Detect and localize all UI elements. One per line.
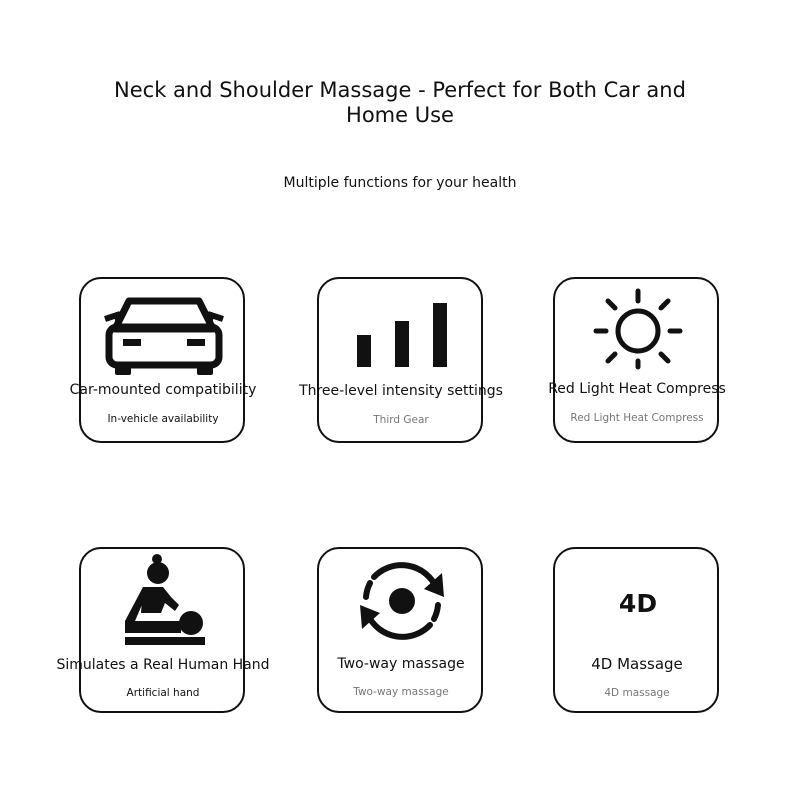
page-subtitle: Multiple functions for your health: [283, 175, 517, 191]
page-title: Neck and Shoulder Massage - Perfect for Both Car and Home Use: [114, 78, 686, 127]
sun-icon: [555, 279, 721, 389]
feature-card-intensity: [299, 277, 503, 443]
feature-sublabel: Third Gear: [373, 414, 429, 426]
massage-person-icon: [81, 549, 247, 659]
feature-card-4d: [553, 547, 719, 713]
feature-card-heat: [548, 277, 726, 443]
car-icon: [81, 279, 247, 389]
feature-label: 4D Massage: [591, 655, 683, 673]
feature-card-two-way: [317, 547, 483, 713]
feature-label: Two-way massage: [337, 656, 465, 672]
feature-card-car: [69, 277, 257, 443]
feature-sublabel: Artificial hand: [126, 687, 200, 699]
feature-label: Car-mounted compatibility: [69, 382, 257, 398]
feature-label: Red Light Heat Compress: [548, 381, 726, 397]
rotation-arrows-icon: [319, 549, 485, 659]
feature-sublabel: Red Light Heat Compress: [570, 412, 704, 424]
feature-label: Three-level intensity settings: [299, 383, 503, 399]
feature-sublabel: Two-way massage: [353, 686, 449, 698]
feature-sublabel: 4D massage: [604, 687, 670, 699]
text-4d-icon: 4D: [618, 589, 658, 618]
feature-card-human-hand: [56, 547, 270, 713]
feature-label: Simulates a Real Human Hand: [56, 657, 270, 673]
signal-bars-icon: [319, 279, 485, 389]
feature-sublabel: In-vehicle availability: [107, 413, 219, 425]
